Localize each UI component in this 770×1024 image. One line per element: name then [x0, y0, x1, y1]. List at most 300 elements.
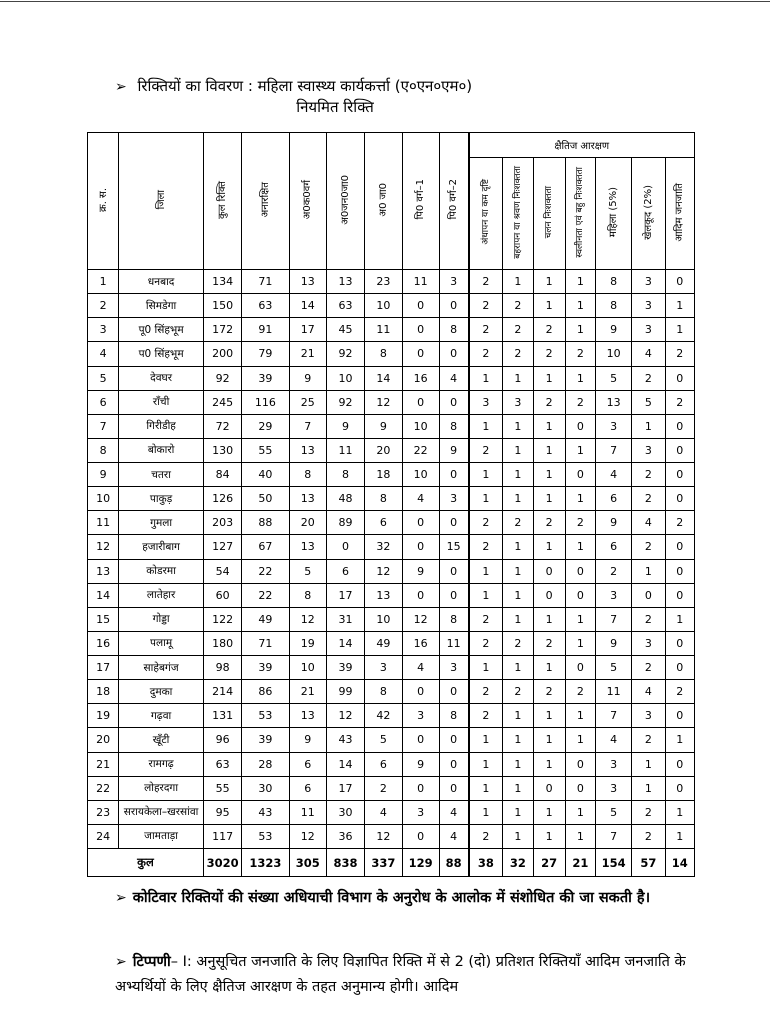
table-cell: 2	[469, 294, 503, 318]
table-cell: 1	[665, 824, 694, 848]
table-cell: 0	[565, 559, 595, 583]
table-cell: 3	[503, 390, 533, 414]
heading-subtitle: नियमित रिक्ति	[296, 98, 374, 116]
table-cell: 22	[402, 438, 439, 462]
table-cell: 2	[632, 800, 665, 824]
table-cell: 2	[632, 366, 665, 390]
table-cell: 1	[503, 366, 533, 390]
total-cell: 32	[503, 849, 533, 877]
table-cell: 19	[88, 704, 119, 728]
table-cell: 0	[439, 583, 468, 607]
district-cell: प0 सिंहभूम	[119, 342, 204, 366]
table-cell: 2	[632, 656, 665, 680]
table-cell: 2	[503, 680, 533, 704]
table-cell: 0	[565, 656, 595, 680]
col-header: अंधापन या कम दृष्टि	[469, 158, 503, 270]
table-cell: 10	[289, 656, 326, 680]
total-cell: 337	[365, 849, 402, 877]
table-cell: 8	[596, 270, 632, 294]
table-cell: 9	[365, 414, 402, 438]
table-cell: 5	[596, 366, 632, 390]
table-cell: 12	[365, 559, 402, 583]
col-header: कुल रिक्ति	[203, 133, 241, 270]
table-cell: 2	[503, 631, 533, 655]
table-cell: 6	[365, 511, 402, 535]
table-cell: 2	[469, 607, 503, 631]
table-cell: 11	[402, 270, 439, 294]
table-cell: 16	[402, 631, 439, 655]
table-cell: 7	[88, 414, 119, 438]
table-cell: 3	[632, 294, 665, 318]
table-cell: 53	[242, 704, 289, 728]
table-cell: 11	[365, 318, 402, 342]
table-cell: 5	[596, 800, 632, 824]
table-cell: 10	[365, 607, 402, 631]
table-cell: 50	[242, 487, 289, 511]
total-cell: 129	[402, 849, 439, 877]
table-cell: 2	[469, 270, 503, 294]
district-cell: रामगढ़	[119, 752, 204, 776]
table-cell: 1	[565, 824, 595, 848]
table-cell: 1	[632, 559, 665, 583]
table-cell: 3	[632, 438, 665, 462]
district-cell: धनबाद	[119, 270, 204, 294]
note-revision-text: कोटिवार रिक्तियों की संख्या अधियाची विभाग के अनुरोध के आलोक में संशोधित की जा सकती है।	[132, 890, 651, 906]
table-cell: 0	[533, 559, 565, 583]
district-cell: जामताड़ा	[119, 824, 204, 848]
table-cell: 42	[365, 704, 402, 728]
district-cell: दुमका	[119, 680, 204, 704]
table-cell: 4	[402, 656, 439, 680]
col-header: अ0 जा0	[365, 133, 402, 270]
table-cell: 1	[533, 414, 565, 438]
table-cell: 0	[439, 559, 468, 583]
table-cell: 71	[242, 270, 289, 294]
district-cell: गढ़वा	[119, 704, 204, 728]
table-cell: 18	[365, 463, 402, 487]
table-cell: 2	[469, 511, 503, 535]
table-cell: 8	[365, 487, 402, 511]
table-cell: 12	[88, 535, 119, 559]
table-row	[88, 752, 695, 776]
table-cell: 3	[439, 487, 468, 511]
table-cell: 6	[326, 559, 364, 583]
col-header: जिला	[119, 133, 204, 270]
table-cell: 2	[469, 535, 503, 559]
table-cell: 2	[503, 511, 533, 535]
table-cell: 0	[565, 414, 595, 438]
table-cell: 5	[289, 559, 326, 583]
table-cell: 14	[289, 294, 326, 318]
table-cell: 203	[203, 511, 241, 535]
table-cell: 0	[665, 487, 694, 511]
table-cell: 88	[242, 511, 289, 535]
table-cell: 2	[632, 535, 665, 559]
table-cell: 13	[289, 704, 326, 728]
table-cell: 2	[503, 294, 533, 318]
table-cell: 92	[203, 366, 241, 390]
table-row	[88, 680, 695, 704]
table-cell: 21	[88, 752, 119, 776]
table-cell: 1	[665, 318, 694, 342]
table-cell: 40	[242, 463, 289, 487]
table-cell: 10	[402, 414, 439, 438]
table-cell: 28	[242, 752, 289, 776]
table-cell: 13	[365, 583, 402, 607]
table-cell: 1	[565, 270, 595, 294]
table-body	[88, 270, 695, 849]
table-cell: 16	[88, 631, 119, 655]
table-cell: 4	[596, 728, 632, 752]
table-cell: 214	[203, 680, 241, 704]
table-cell: 1	[469, 414, 503, 438]
table-row	[88, 342, 695, 366]
table-cell: 0	[439, 390, 468, 414]
table-cell: 13	[326, 270, 364, 294]
table-cell: 55	[242, 438, 289, 462]
table-cell: 0	[665, 270, 694, 294]
table-row	[88, 390, 695, 414]
table-cell: 53	[242, 824, 289, 848]
district-cell: हजारीबाग	[119, 535, 204, 559]
table-cell: 1	[503, 270, 533, 294]
table-cell: 20	[365, 438, 402, 462]
table-cell: 0	[565, 583, 595, 607]
col-header: खेलकूद (2%)	[632, 158, 665, 270]
table-cell: 91	[242, 318, 289, 342]
table-cell: 3	[596, 776, 632, 800]
note-remark	[115, 950, 700, 1000]
table-cell: 3	[402, 800, 439, 824]
table-cell: 1	[565, 631, 595, 655]
table-cell: 4	[88, 342, 119, 366]
table-cell: 2	[533, 342, 565, 366]
table-cell: 10	[88, 487, 119, 511]
table-cell: 1	[533, 366, 565, 390]
total-label: कुल	[88, 849, 204, 877]
table-cell: 12	[289, 607, 326, 631]
table-cell: 0	[533, 583, 565, 607]
table-cell: 0	[665, 559, 694, 583]
table-cell: 32	[365, 535, 402, 559]
col-header: चलन निःशक्तता	[533, 158, 565, 270]
horizontal-reservation-header: क्षैतिज आरक्षण	[469, 133, 695, 158]
district-cell: राँची	[119, 390, 204, 414]
table-cell: 9	[439, 438, 468, 462]
table-cell: 1	[533, 824, 565, 848]
total-cell: 57	[632, 849, 665, 877]
table-cell: 134	[203, 270, 241, 294]
table-cell: 0	[665, 438, 694, 462]
arrow-bullet-icon: ➢	[115, 79, 127, 95]
table-cell: 9	[402, 752, 439, 776]
table-cell: 1	[469, 583, 503, 607]
table-cell: 3	[632, 704, 665, 728]
table-cell: 1	[503, 776, 533, 800]
table-cell: 172	[203, 318, 241, 342]
table-cell: 96	[203, 728, 241, 752]
district-cell: बोकारो	[119, 438, 204, 462]
table-cell: 4	[439, 800, 468, 824]
table-cell: 1	[469, 366, 503, 390]
table-cell: 18	[88, 680, 119, 704]
table-cell: 1	[533, 728, 565, 752]
table-cell: 0	[665, 752, 694, 776]
table-cell: 1	[469, 463, 503, 487]
table-cell: 5	[596, 656, 632, 680]
table-cell: 11	[326, 438, 364, 462]
table-cell: 20	[289, 511, 326, 535]
table-cell: 1	[565, 704, 595, 728]
table-cell: 0	[439, 463, 468, 487]
table-cell: 60	[203, 583, 241, 607]
table-cell: 1	[565, 535, 595, 559]
table-cell: 1	[469, 728, 503, 752]
table-cell: 2	[365, 776, 402, 800]
table-cell: 1	[565, 800, 595, 824]
table-cell: 17	[289, 318, 326, 342]
table-cell: 3	[88, 318, 119, 342]
table-cell: 10	[596, 342, 632, 366]
top-rule	[0, 1, 770, 2]
table-cell: 13	[289, 487, 326, 511]
table-cell: 2	[469, 680, 503, 704]
table-row	[88, 583, 695, 607]
table-cell: 117	[203, 824, 241, 848]
table-cell: 0	[439, 511, 468, 535]
table-cell: 0	[402, 342, 439, 366]
table-cell: 0	[565, 776, 595, 800]
table-cell: 43	[326, 728, 364, 752]
table-cell: 14	[326, 752, 364, 776]
table-cell: 95	[203, 800, 241, 824]
table-cell: 0	[402, 728, 439, 752]
table-cell: 17	[326, 776, 364, 800]
table-cell: 89	[326, 511, 364, 535]
table-cell: 5	[88, 366, 119, 390]
table-cell: 2	[533, 631, 565, 655]
table-cell: 11	[88, 511, 119, 535]
table-cell: 8	[88, 438, 119, 462]
table-cell: 1	[565, 607, 595, 631]
table-cell: 8	[439, 318, 468, 342]
table-cell: 1	[503, 463, 533, 487]
table-cell: 24	[88, 824, 119, 848]
table-cell: 0	[565, 752, 595, 776]
table-cell: 1	[503, 800, 533, 824]
table-cell: 1	[533, 487, 565, 511]
table-cell: 15	[439, 535, 468, 559]
table-cell: 7	[596, 824, 632, 848]
arrow-bullet-icon: ➢	[115, 890, 127, 906]
col-header: आदिम जनजाति	[665, 158, 694, 270]
table-cell: 0	[665, 776, 694, 800]
table-cell: 4	[632, 342, 665, 366]
table-cell: 22	[88, 776, 119, 800]
table-cell: 5	[365, 728, 402, 752]
total-row	[88, 849, 695, 877]
table-row	[88, 607, 695, 631]
table-cell: 0	[439, 776, 468, 800]
table-cell: 36	[326, 824, 364, 848]
table-cell: 1	[469, 559, 503, 583]
table-cell: 12	[402, 607, 439, 631]
total-cell: 14	[665, 849, 694, 877]
table-cell: 2	[596, 559, 632, 583]
table-cell: 2	[469, 318, 503, 342]
table-cell: 6	[289, 776, 326, 800]
total-cell: 838	[326, 849, 364, 877]
table-cell: 130	[203, 438, 241, 462]
col-header: अ0जन0जा0	[326, 133, 364, 270]
table-cell: 6	[596, 535, 632, 559]
table-cell: 21	[289, 680, 326, 704]
heading-title: रिक्तियों का विवरण : महिला स्वास्थ्य कार्यकर्त्ता (ए०एन०एम०)	[137, 77, 473, 95]
table-cell: 9	[596, 511, 632, 535]
table-cell: 1	[533, 535, 565, 559]
table-cell: 0	[402, 583, 439, 607]
table-cell: 72	[203, 414, 241, 438]
table-cell: 1	[469, 656, 503, 680]
table-cell: 31	[326, 607, 364, 631]
table-cell: 17	[326, 583, 364, 607]
table-cell: 43	[242, 800, 289, 824]
table-row	[88, 728, 695, 752]
table-cell: 3	[402, 704, 439, 728]
table-cell: 0	[402, 318, 439, 342]
table-cell: 12	[365, 824, 402, 848]
table-cell: 2	[533, 318, 565, 342]
table-cell: 86	[242, 680, 289, 704]
table-cell: 1	[533, 438, 565, 462]
table-cell: 2	[88, 294, 119, 318]
table-cell: 17	[88, 656, 119, 680]
total-cell: 3020	[203, 849, 241, 877]
table-cell: 245	[203, 390, 241, 414]
table-cell: 1	[503, 414, 533, 438]
arrow-bullet-icon: ➢	[115, 954, 127, 970]
district-cell: चतरा	[119, 463, 204, 487]
table-cell: 7	[596, 704, 632, 728]
table-cell: 3	[632, 631, 665, 655]
table-cell: 1	[533, 294, 565, 318]
table-cell: 8	[439, 704, 468, 728]
table-cell: 2	[565, 390, 595, 414]
total-cell: 21	[565, 849, 595, 877]
table-cell: 2	[665, 390, 694, 414]
table-cell: 3	[632, 270, 665, 294]
table-cell: 127	[203, 535, 241, 559]
table-row	[88, 535, 695, 559]
district-cell: साहेबगंज	[119, 656, 204, 680]
table-cell: 1	[533, 656, 565, 680]
table-cell: 0	[665, 656, 694, 680]
table-cell: 7	[596, 438, 632, 462]
table-cell: 0	[439, 752, 468, 776]
table-cell: 8	[365, 342, 402, 366]
table-cell: 0	[402, 390, 439, 414]
table-cell: 200	[203, 342, 241, 366]
table-cell: 8	[596, 294, 632, 318]
table-cell: 4	[596, 463, 632, 487]
table-row	[88, 511, 695, 535]
table-cell: 1	[533, 704, 565, 728]
table-cell: 9	[596, 631, 632, 655]
table-cell: 22	[242, 583, 289, 607]
col-header: बहरापन या श्रवण निःशक्तता	[503, 158, 533, 270]
table-cell: 3	[596, 752, 632, 776]
table-cell: 2	[469, 704, 503, 728]
table-row	[88, 631, 695, 655]
table-cell: 1	[469, 752, 503, 776]
district-cell: लोहरदगा	[119, 776, 204, 800]
table-cell: 0	[439, 342, 468, 366]
col-header: क्र. स.	[88, 133, 119, 270]
table-cell: 71	[242, 631, 289, 655]
table-cell: 1	[632, 414, 665, 438]
table-cell: 8	[439, 414, 468, 438]
table-cell: 67	[242, 535, 289, 559]
table-cell: 30	[326, 800, 364, 824]
table-cell: 0	[665, 631, 694, 655]
table-cell: 1	[565, 294, 595, 318]
table-row	[88, 487, 695, 511]
district-cell: देवघर	[119, 366, 204, 390]
table-cell: 0	[402, 511, 439, 535]
col-header: पि0 वर्ग–2	[439, 133, 468, 270]
table-row	[88, 270, 695, 294]
table-cell: 54	[203, 559, 241, 583]
table-cell: 1	[533, 607, 565, 631]
district-cell: सरायकेला–खरसांवा	[119, 800, 204, 824]
table-cell: 20	[88, 728, 119, 752]
table-cell: 8	[439, 607, 468, 631]
table-cell: 11	[596, 680, 632, 704]
table-cell: 14	[326, 631, 364, 655]
table-cell: 1	[503, 704, 533, 728]
table-cell: 92	[326, 342, 364, 366]
table-cell: 63	[326, 294, 364, 318]
table-cell: 48	[326, 487, 364, 511]
table-cell: 180	[203, 631, 241, 655]
col-header: स्वलीनता एवं बहु निःशक्तता	[565, 158, 595, 270]
table-cell: 1	[533, 270, 565, 294]
table-cell: 0	[665, 414, 694, 438]
table-cell: 10	[365, 294, 402, 318]
table-cell: 4	[632, 680, 665, 704]
table-cell: 3	[365, 656, 402, 680]
table-cell: 0	[565, 463, 595, 487]
table-cell: 11	[289, 800, 326, 824]
table-cell: 9	[596, 318, 632, 342]
table-cell: 0	[665, 535, 694, 559]
table-cell: 13	[596, 390, 632, 414]
table-cell: 13	[289, 438, 326, 462]
table-cell: 0	[402, 776, 439, 800]
table-cell: 1	[503, 752, 533, 776]
table-row	[88, 559, 695, 583]
table-cell: 92	[326, 390, 364, 414]
district-cell: गिरीडीह	[119, 414, 204, 438]
table-cell: 6	[365, 752, 402, 776]
table-cell: 8	[326, 463, 364, 487]
table-cell: 0	[665, 704, 694, 728]
total-cell: 154	[596, 849, 632, 877]
table-cell: 2	[469, 631, 503, 655]
table-cell: 39	[242, 656, 289, 680]
table-cell: 99	[326, 680, 364, 704]
table-cell: 6	[289, 752, 326, 776]
